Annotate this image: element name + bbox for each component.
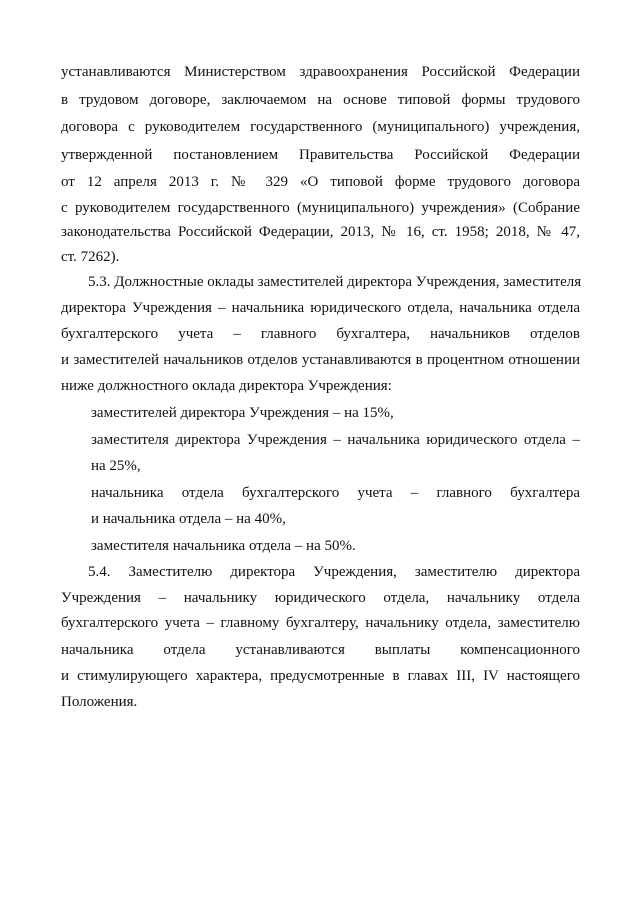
text-line: Учреждения – начальнику юридического отдела, начальнику отдела <box>61 590 580 606</box>
text-line: бухгалтерского учета – главному бухгалтеру, начальнику отдела, заместителю <box>61 615 580 631</box>
text-line: от 12 апреля 2013 г. № 329 «О типовой форме трудового договора <box>61 174 580 190</box>
text-line: устанавливаются Министерством здравоохранения Российской Федерации <box>61 64 580 80</box>
list-item: заместителя начальника отдела – на 50%. <box>91 538 356 554</box>
text-line: с руководителем государственного (муниципального) учреждения» (Собрание <box>61 200 580 216</box>
text-line: ниже должностного оклада директора Учреждения: <box>61 378 392 394</box>
text-line: начальника отдела устанавливаются выплаты компенсационного <box>61 642 580 658</box>
list-item-continuation: и начальника отдела – на 40%, <box>91 511 286 527</box>
text-line: ст. 7262). <box>61 249 120 265</box>
text-line: и стимулирующего характера, предусмотренные в главах III, IV настоящего <box>61 668 580 684</box>
text-line: и заместителей начальников отделов устанавливаются в процентном отношении <box>61 352 580 368</box>
text-line: директора Учреждения – начальника юридического отдела, начальника отдела <box>61 300 580 316</box>
text-line: утвержденной постановлением Правительства Российской Федерации <box>61 147 580 163</box>
text-line: законодательства Российской Федерации, 2013, № 16, ст. 1958; 2018, № 47, <box>61 224 580 240</box>
text-line: Положения. <box>61 694 138 710</box>
list-item: заместителей директора Учреждения – на 15%, <box>91 405 394 421</box>
paragraph-5-3-start: 5.3. Должностные оклады заместителей директора Учреждения, заместителя <box>88 274 582 290</box>
text-line: бухгалтерского учета – главного бухгалтера, начальников отделов <box>61 326 580 342</box>
paragraph-5-4-start: 5.4. Заместителю директора Учреждения, заместителю директора <box>88 564 580 580</box>
text-line: договора с руководителем государственного (муниципального) учреждения, <box>61 119 580 135</box>
list-item-continuation: на 25%, <box>91 458 141 474</box>
list-item: начальника отдела бухгалтерского учета – главного бухгалтера <box>91 485 580 501</box>
list-item: заместителя директора Учреждения – начальника юридического отдела – <box>91 432 580 448</box>
text-line: в трудовом договоре, заключаемом на основе типовой формы трудового <box>61 92 580 108</box>
